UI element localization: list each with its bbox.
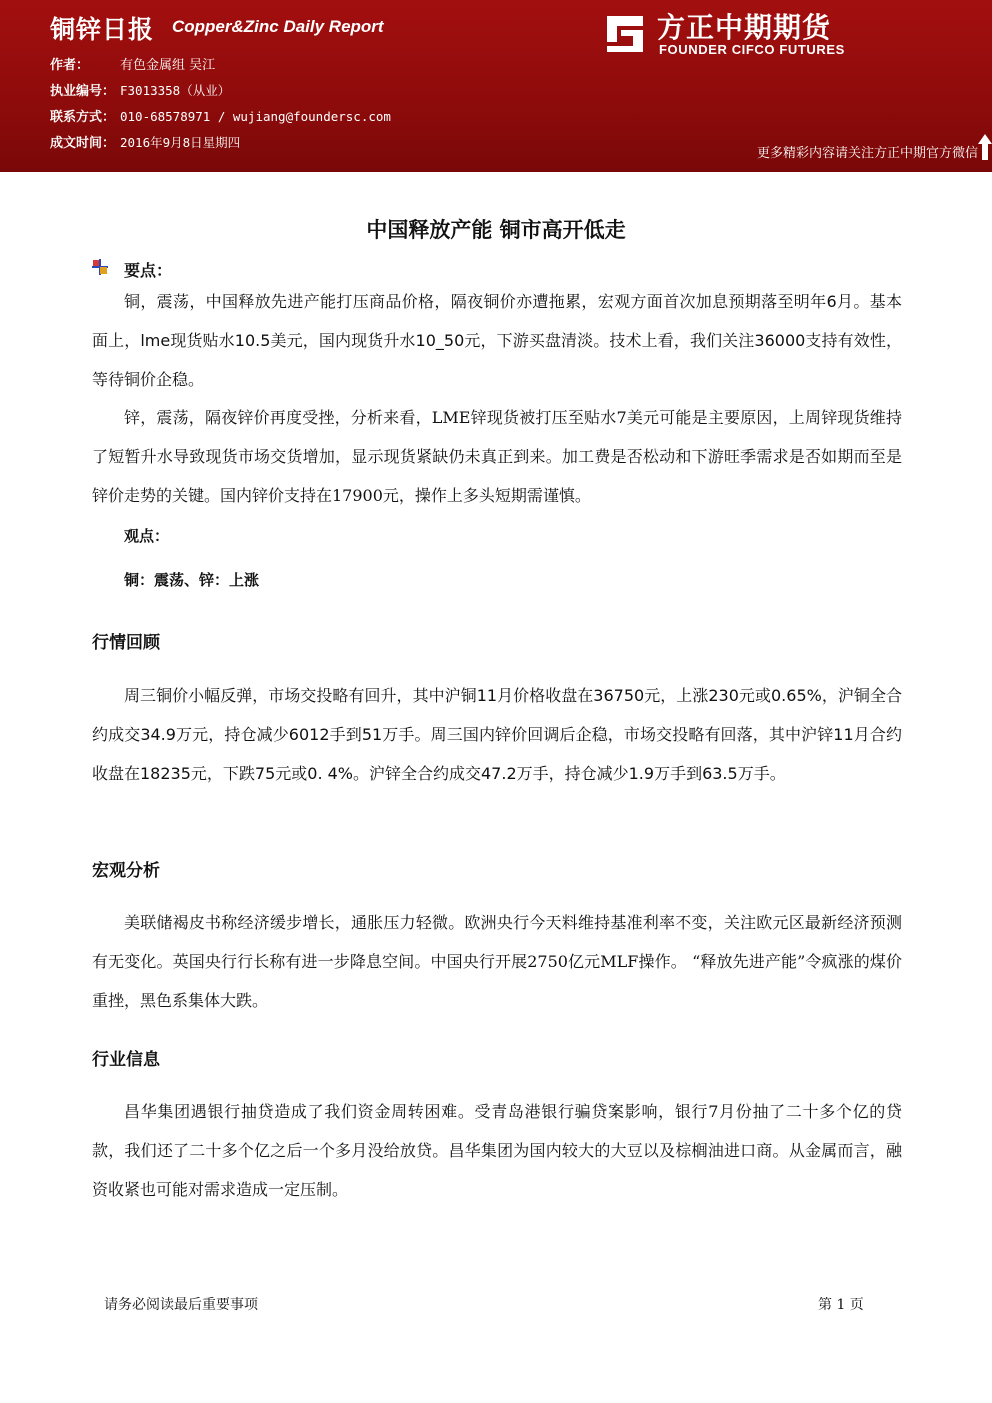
- section-heading-macro: 宏观分析: [92, 861, 160, 881]
- company-logo: [603, 8, 863, 58]
- section-heading-industry: 行业信息: [92, 1050, 160, 1070]
- meta-label: 作者：: [50, 58, 90, 73]
- section-heading-market-review: 行情回顾: [92, 633, 160, 653]
- meta-contact: [50, 106, 391, 125]
- macro-text: 美联储褐皮书称经济缓步增长，通胀压力轻微。欧洲央行今天料维持基准利率不变，关注欧元区最新经济预测有无变化。英国央行行长称有进一步降息空间。中国央行开展2750亿元MLF操作。 “释放先进产能”令疯涨的煤价重挫，黑色系集体大跌。: [92, 913, 902, 1010]
- meta-value: 2016年9月8日星期四: [120, 135, 241, 150]
- market-review-text: 周三铜价小幅反弹，市场交投略有回升，其中沪铜11月价格收盘在36750元，上涨230元或0.65%，沪铜全合约成交34.9万元，持仓减少6012手到51万手。周三国内锌价回调后企稳，市场交投略有回落，其中沪锌11月合约收盘在18235元，下跌75元或0. 4%。沪锌全合约成交47.2万手，持仓减少1.9万手到63.5万手。: [92, 686, 902, 783]
- up-arrow-icon: [978, 134, 992, 160]
- key-point-zinc: 锌，震荡，隔夜锌价再度受挫，分析来看，LME锌现货被打压至贴水7美元可能是主要原因，上周锌现货维持了短暂升水导致现货市场交货增加，显示现货紧缺仍未真正到来。加工费是否松动和下游旺季需求是否如期而至是锌价走势的关键。国内锌价支持在17900元，操作上多头短期需谨慎。: [92, 408, 902, 505]
- meta-license: [50, 80, 230, 99]
- report-title-cn: 铜锌日报: [50, 15, 155, 44]
- follow-wechat-text: 更多精彩内容请关注方正中期官方微信: [756, 146, 978, 161]
- meta-value: F3013358（从业）: [120, 83, 231, 98]
- key-points-heading: 要点：: [124, 261, 173, 280]
- meta-label: 成文时间：: [50, 136, 116, 151]
- meta-label: 联系方式：: [50, 110, 116, 125]
- page-number: 第 1 页: [818, 1297, 864, 1313]
- logo-name-cn: 方正中期期货: [657, 11, 832, 44]
- view-label: 观点：: [124, 527, 170, 545]
- logo-name-en: FOUNDER CIFCO FUTURES: [659, 42, 845, 57]
- header-banner: [0, 0, 992, 172]
- view-text: 铜：震荡、锌：上涨: [124, 571, 260, 589]
- industry-text: 昌华集团遇银行抽贷造成了我们资金周转困难。受青岛港银行骗贷案影响，银行7月份抽了二十多个亿的贷款，我们还了二十多个亿之后一个多月没给放贷。昌华集团为国内较大的大豆以及棕榈油进口商。从金属而言，融资收紧也可能对需求造成一定压制。: [92, 1102, 902, 1199]
- document-title: 中国释放产能 铜市高开低走: [366, 218, 626, 242]
- logo-mark-icon: [603, 12, 647, 56]
- bullet-icon: [92, 259, 108, 275]
- footer-notice: 请务必阅读最后重要事项: [104, 1297, 258, 1313]
- meta-value: 有色金属组 吴江: [120, 58, 216, 73]
- meta-value: 010-68578971 / wujiang@foundersc.com: [120, 109, 391, 124]
- key-point-copper: 铜，震荡，中国释放先进产能打压商品价格，隔夜铜价亦遭拖累，宏观方面首次加息预期落至明年6月。基本面上，lme现货贴水10.5美元，国内现货升水10_50元，下游买盘清淡。技术上看，我们关注36000支持有效性，等待铜价企稳。: [92, 292, 902, 389]
- meta-label: 执业编号：: [50, 84, 116, 99]
- report-title-en: Copper&Zinc Daily Report: [172, 17, 384, 36]
- meta-author: [50, 54, 215, 73]
- meta-date: [50, 132, 240, 151]
